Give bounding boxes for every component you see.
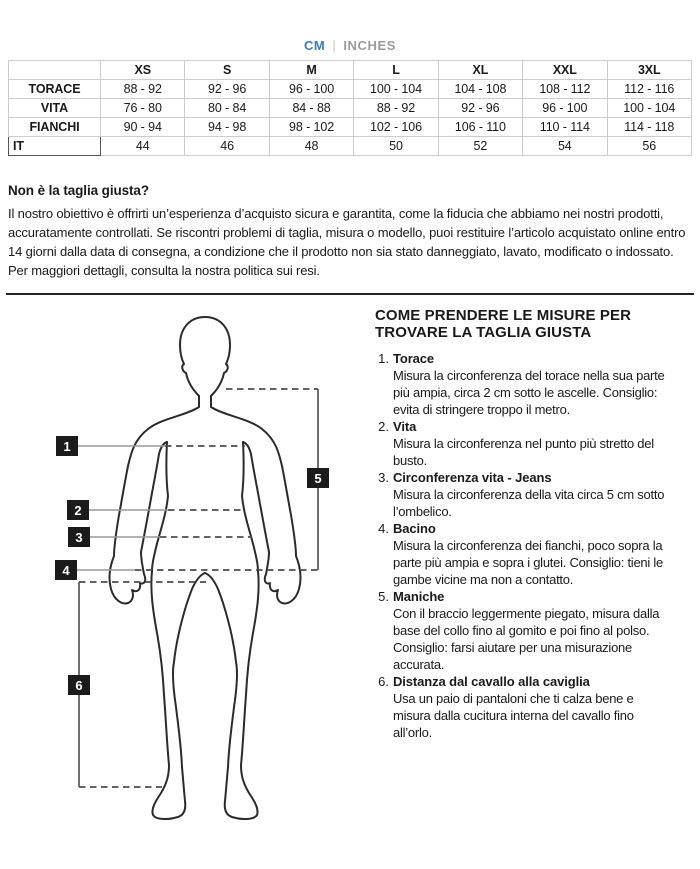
cell-vita-xl: 92 - 96 — [438, 99, 522, 118]
table-row-it — [9, 137, 692, 156]
unit-inches-tab[interactable]: INCHES — [343, 38, 397, 53]
table-row-fianchi — [9, 118, 692, 137]
measure-label-1 — [56, 436, 78, 456]
cell-fianchi-3xl: 114 - 118 — [607, 118, 691, 137]
svg-text:5: 5 — [314, 471, 322, 486]
measure-item-description: Usa un paio di pantaloni che ti calza bene e misura dalla cucitura interna del cavallo fino all’orlo. — [393, 691, 634, 740]
measure-guide-title-line1: COME PRENDERE LE MISURE PER — [375, 307, 632, 324]
cell-vita-xxl: 96 - 100 — [523, 99, 607, 118]
size-column-m: M — [269, 61, 353, 80]
measure-item-description: Misura la circonferenza dei fianchi, poco sopra la parte più ampia e sopra i glutei. Consiglio: tieni le gambe vicine ma non a contatto. — [393, 538, 664, 587]
cell-fianchi-s: 94 - 98 — [185, 118, 269, 137]
measure-item-vita — [375, 418, 665, 469]
cell-torace-xl: 104 - 108 — [438, 80, 522, 99]
measure-section — [0, 303, 700, 840]
table-row-vita — [9, 99, 692, 118]
measure-item-number: 6. — [378, 674, 389, 689]
measure-item-title: Bacino — [393, 521, 436, 536]
cell-torace-l: 100 - 104 — [354, 80, 438, 99]
svg-text:1: 1 — [63, 439, 71, 454]
cell-it-xl: 52 — [438, 137, 522, 156]
measure-label-6 — [68, 675, 90, 695]
measure-item-title: Maniche — [393, 589, 445, 604]
cell-fianchi-l: 102 - 106 — [354, 118, 438, 137]
figure-right-leg-outline — [205, 571, 259, 819]
cell-it-s: 46 — [185, 137, 269, 156]
cell-torace-xxl: 108 - 112 — [523, 80, 607, 99]
measure-item-title: Circonferenza vita - Jeans — [393, 470, 552, 485]
size-table-corner-cell — [9, 61, 101, 80]
size-column-xs: XS — [101, 61, 185, 80]
measure-item-description: Misura la circonferenza della vita circa 5 cm sotto l’ombelico. — [393, 487, 665, 519]
cell-torace-m: 96 - 100 — [269, 80, 353, 99]
return-info — [8, 183, 692, 280]
measure-label-3 — [68, 527, 90, 547]
measure-item-number: 2. — [378, 419, 389, 434]
measure-item-circonferenza-vita-jeans — [375, 469, 665, 520]
measure-label-2 — [67, 500, 89, 520]
measure-item-title: Vita — [393, 419, 417, 434]
size-column-s: S — [185, 61, 269, 80]
cell-fianchi-xs: 90 - 94 — [101, 118, 185, 137]
cell-vita-l: 88 - 92 — [354, 99, 438, 118]
table-row-torace — [9, 80, 692, 99]
cell-torace-3xl: 112 - 116 — [607, 80, 691, 99]
cell-fianchi-xxl: 110 - 114 — [523, 118, 607, 137]
measure-item-maniche — [375, 588, 665, 673]
measure-item-title: Distanza dal cavallo alla caviglia — [393, 674, 590, 689]
size-table — [8, 60, 692, 156]
figure-left-torso-outline — [152, 442, 168, 571]
cell-it-xxl: 54 — [523, 137, 607, 156]
measure-item-number: 3. — [378, 470, 389, 485]
cell-it-xs: 44 — [101, 137, 185, 156]
measure-item-title: Torace — [393, 351, 435, 366]
measure-guide — [375, 303, 665, 840]
svg-text:4: 4 — [62, 563, 70, 578]
measure-item-number: 5. — [378, 589, 389, 604]
body-measurement-diagram — [30, 303, 370, 840]
measure-item-description: Con il braccio leggermente piegato, misura dalla base del collo fino al gomito e poi fino al polso. Consiglio: farsi aiutare per una misurazione accurata. — [393, 606, 660, 672]
cell-vita-m: 84 - 88 — [269, 99, 353, 118]
measure-item-number: 4. — [378, 521, 389, 536]
row-label-fianchi: FIANCHI — [9, 118, 101, 137]
figure-left-leg-outline — [151, 571, 205, 819]
measure-list — [375, 350, 665, 741]
cell-it-3xl: 56 — [607, 137, 691, 156]
return-info-heading: Non è la taglia giusta? — [8, 183, 149, 198]
cell-it-l: 50 — [354, 137, 438, 156]
cell-fianchi-m: 98 - 102 — [269, 118, 353, 137]
measure-label-5 — [307, 468, 329, 488]
svg-text:3: 3 — [75, 530, 83, 545]
measure-guide-title-line2: TROVARE LA TAGLIA GIUSTA — [375, 324, 592, 341]
measure-item-torace — [375, 350, 665, 418]
measure-item-bacino — [375, 520, 665, 588]
measure-guide-title — [375, 307, 665, 341]
row-label-torace: TORACE — [9, 80, 101, 99]
section-divider — [6, 293, 694, 295]
measure-item-distanza-cavallo-caviglia — [375, 673, 665, 741]
measure-item-description: Misura la circonferenza del torace nella sua parte più ampia, circa 2 cm sotto le ascelle. Consiglio: evita di stringere troppo il metro. — [393, 368, 665, 417]
size-column-l: L — [354, 61, 438, 80]
cell-torace-s: 92 - 96 — [185, 80, 269, 99]
cell-vita-s: 80 - 84 — [185, 99, 269, 118]
figure-right-torso-outline — [242, 442, 258, 571]
size-column-xxl: XXL — [523, 61, 607, 80]
measure-item-number: 1. — [378, 351, 389, 366]
size-column-3xl: 3XL — [607, 61, 691, 80]
return-info-body: Il nostro obiettivo è offrirti un’esperienza d’acquisto sicura e garantita, come la fiducia che abbiamo nei nostri prodotti, accuratamente controllati. Se riscontri problemi di taglia, misura o modello, puoi restituire l’articolo acquistato online entro 14 giorni dalla data di consegna, a condizione che il prodotto non sia stato danneggiato, lavato, modificato o indossato. Per maggiori dettagli, consulta la nostra politica sui resi. — [8, 206, 686, 278]
figure-left-arm-outline — [110, 396, 199, 603]
unit-separator: | — [332, 38, 337, 53]
cell-vita-xs: 76 - 80 — [101, 99, 185, 118]
svg-text:6: 6 — [75, 678, 83, 693]
svg-text:2: 2 — [74, 503, 82, 518]
cell-fianchi-xl: 106 - 110 — [438, 118, 522, 137]
cell-vita-3xl: 100 - 104 — [607, 99, 691, 118]
size-table-header-row — [9, 61, 692, 80]
cell-torace-xs: 88 - 92 — [101, 80, 185, 99]
body-figure-column — [0, 303, 375, 840]
row-label-it: IT — [9, 137, 101, 156]
measure-item-description: Misura la circonferenza nel punto più stretto del busto. — [393, 436, 654, 468]
figure-head-outline — [180, 317, 230, 396]
row-label-vita: VITA — [9, 99, 101, 118]
figure-right-arm-outline — [211, 396, 300, 603]
unit-cm-tab[interactable]: CM — [303, 38, 326, 53]
size-column-xl: XL — [438, 61, 522, 80]
measure-label-4 — [55, 560, 77, 580]
cell-it-m: 48 — [269, 137, 353, 156]
unit-toggle — [0, 0, 700, 53]
